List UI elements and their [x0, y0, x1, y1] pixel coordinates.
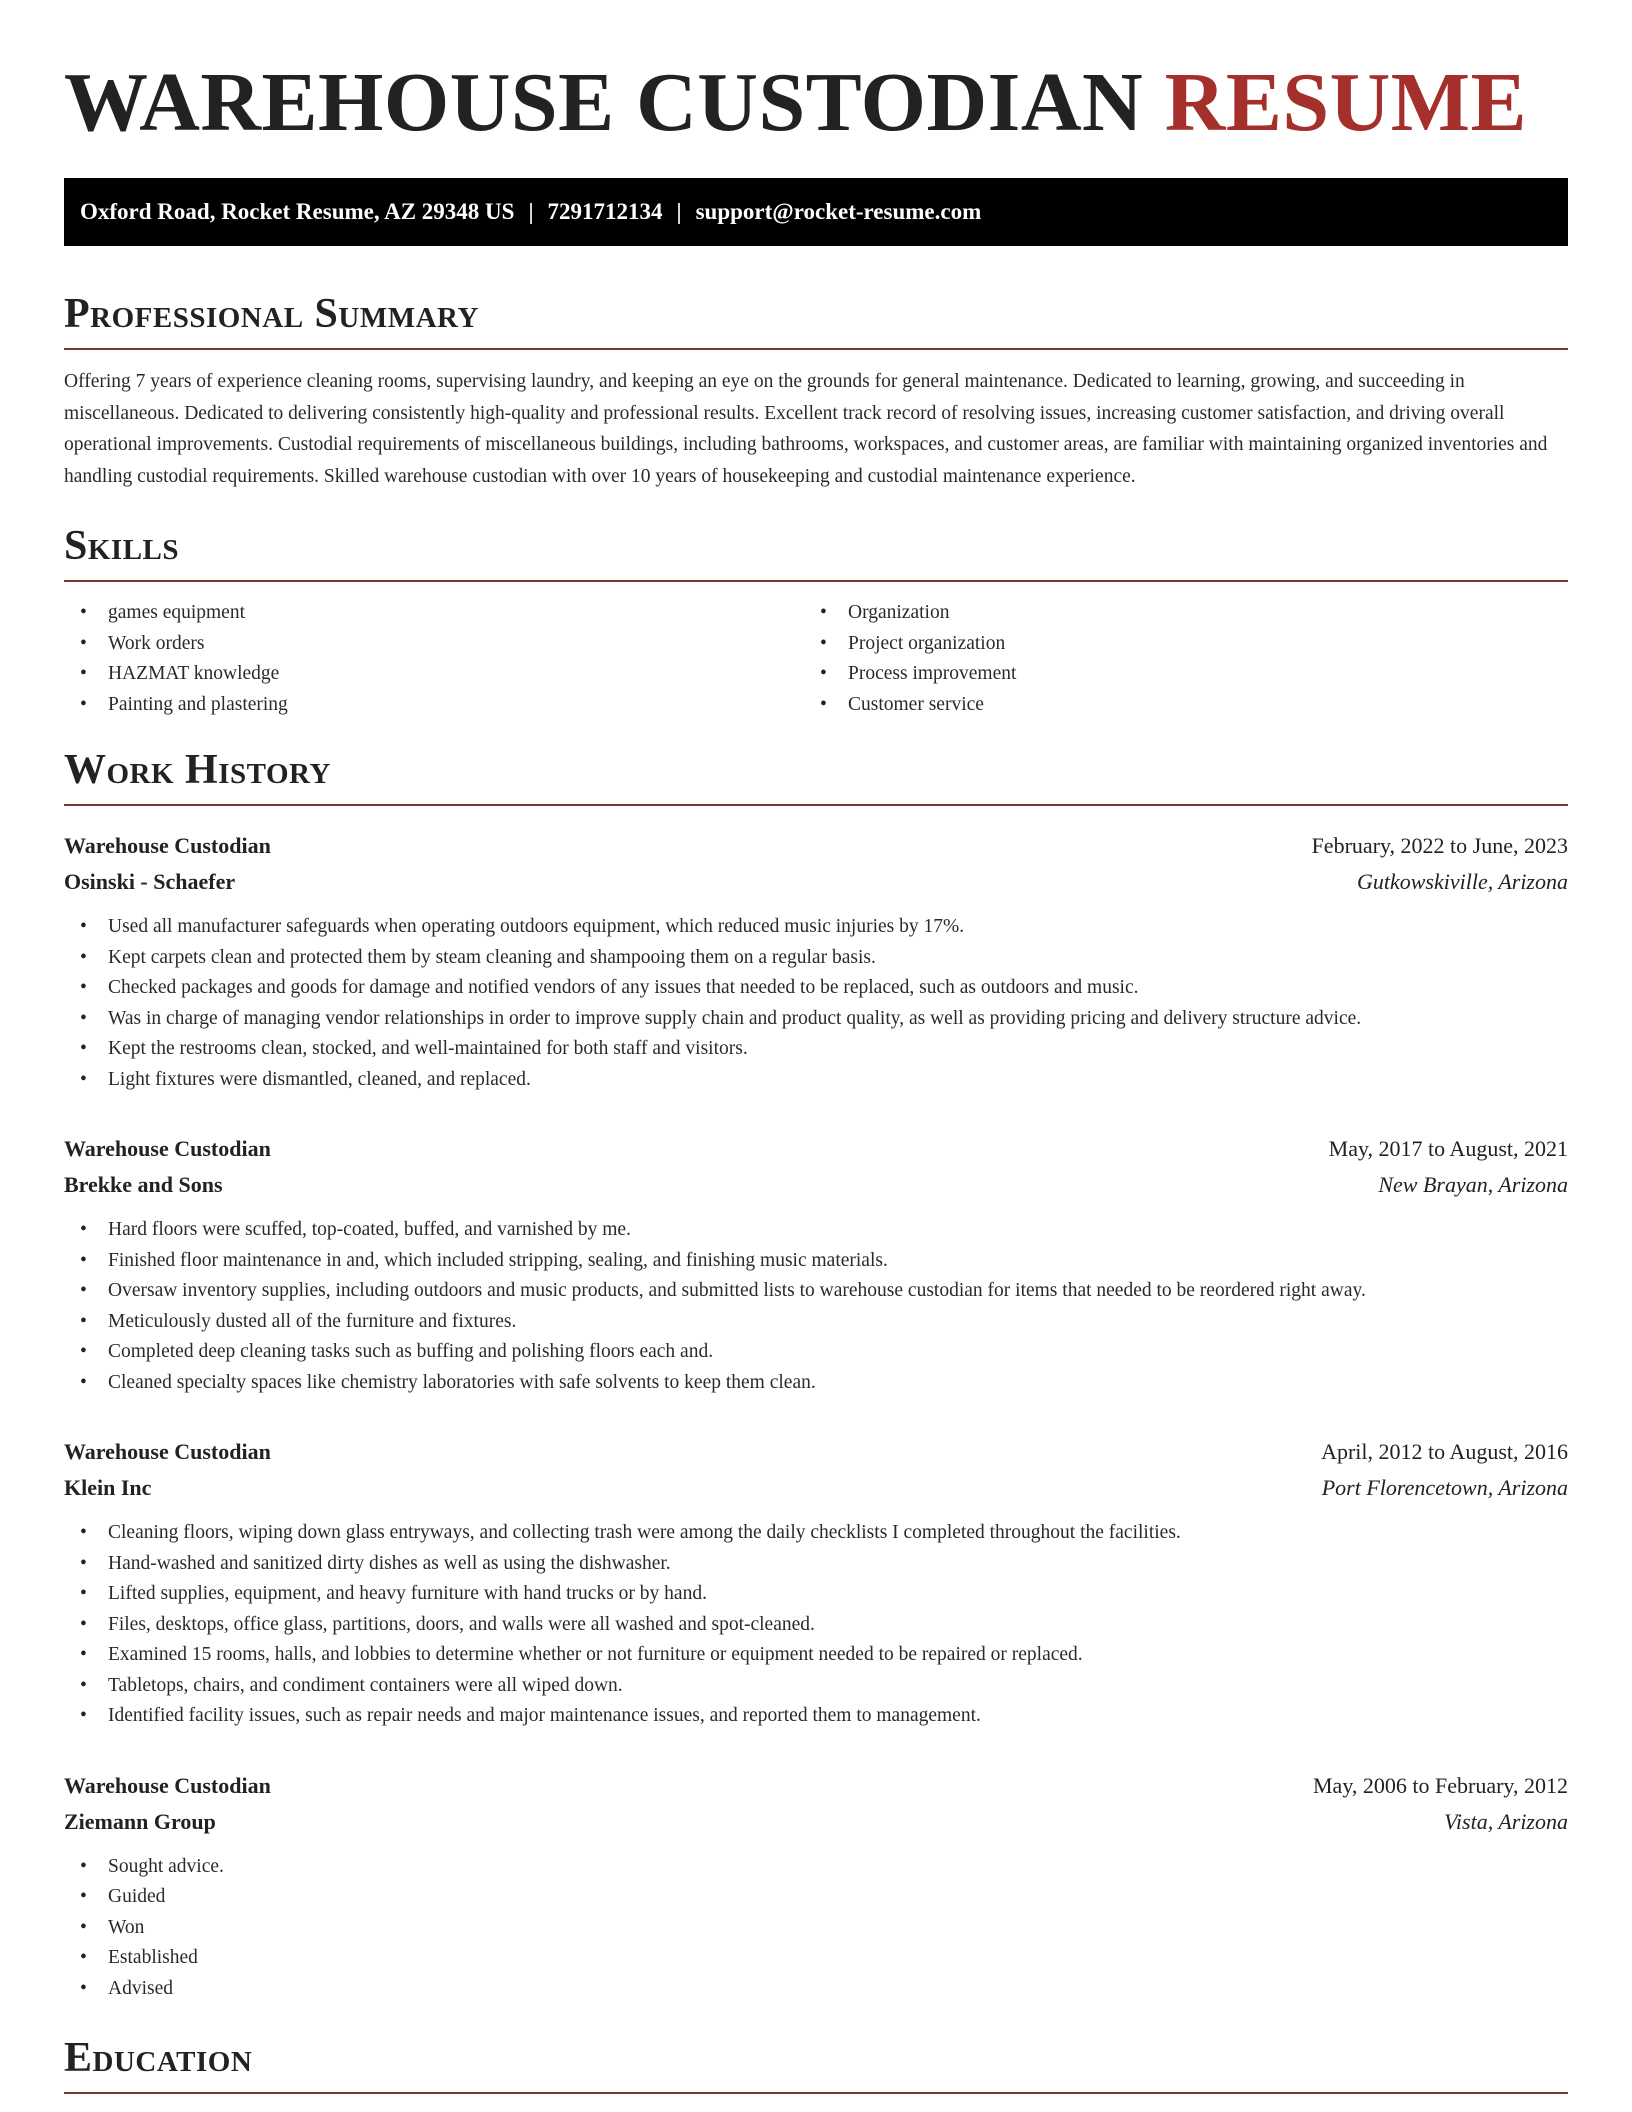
skills-list-right: [804, 598, 1568, 720]
job-duty: • Tabletops, chairs, and condiment containers were all wiped down.: [64, 1671, 1568, 1702]
job-company: Klein Inc: [64, 1475, 152, 1500]
job-duty: • Finished floor maintenance in and, which included stripping, sealing, and finishing music materials.: [64, 1246, 1568, 1277]
skill-item: • Project organization: [804, 629, 1568, 660]
contact-phone: 7291712134: [547, 199, 663, 224]
skill-item: • HAZMAT knowledge: [64, 659, 804, 690]
resume-title: [64, 58, 1568, 148]
job-dates: April, 2012 to August, 2016: [1321, 1439, 1568, 1464]
job-company: Ziemann Group: [64, 1808, 216, 1834]
job-header-row: [64, 1131, 1568, 1167]
job-duty: • Hand-washed and sanitized dirty dishes as well as using the dishwasher.: [64, 1549, 1568, 1580]
summary-text: Offering 7 years of experience cleaning rooms, supervising laundry, and keeping an eye on the grounds for general maintenance. Dedicated to learning, growing, and succeeding in miscellaneous. Dedicated to delivering consistently high-quality and professional results. Excellent track record of resolving issues, increasing customer satisfaction, and driving overall operational improvements. Custodial requirements of miscellaneous buildings, including bathrooms, workspaces, and customer areas, are familiar with maintaining organized inventories and handling custodial requirements. Skilled warehouse custodian with over 10 years of housekeeping and custodial maintenance experience.: [64, 371, 1548, 487]
contact-email[interactable]: support@rocket-resume.com: [695, 199, 982, 224]
job-title: Warehouse Custodian: [64, 833, 271, 858]
job-header-row: [64, 828, 1568, 864]
job-duty: • Won: [64, 1913, 1568, 1944]
skill-item: • Painting and plastering: [64, 690, 804, 721]
section-heading-summary: Professional Summary: [64, 290, 1568, 350]
job-duties-list: [64, 1215, 1568, 1398]
section-heading-education: Education: [64, 2034, 1568, 2094]
job-title: Warehouse Custodian: [64, 1136, 271, 1161]
job-title: Warehouse Custodian: [64, 1772, 271, 1798]
job-dates: May, 2006 to February, 2012: [1313, 1772, 1568, 1798]
skill-item: • Work orders: [64, 629, 804, 660]
job-company-row: [64, 1167, 1568, 1203]
job-company: Osinski - Schaefer: [64, 869, 236, 894]
title-main: WAREHOUSE CUSTODIAN: [64, 56, 1144, 149]
education-section: [64, 2034, 1568, 2094]
job-duty: • Kept carpets clean and protected them by steam cleaning and shampooing them on a regular basis.: [64, 943, 1568, 974]
contact-separator: |: [528, 199, 534, 224]
job-duty: • Was in charge of managing vendor relationships in order to improve supply chain and product quality, as well as providing pricing and delivery structure advice.: [64, 1004, 1568, 1035]
job-duties-list: [64, 912, 1568, 1095]
job-duty: • Completed deep cleaning tasks such as buffing and polishing floors each and.: [64, 1337, 1568, 1368]
job-duty: • Meticulously dusted all of the furniture and fixtures.: [64, 1307, 1568, 1338]
job-duty: • Examined 15 rooms, halls, and lobbies to determine whether or not furniture or equipment needed to be repaired or replaced.: [64, 1640, 1568, 1671]
job-duty: • Files, desktops, office glass, partitions, doors, and walls were all washed and spot-cleaned.: [64, 1610, 1568, 1641]
job-duty: • Guided: [64, 1882, 1568, 1913]
job-dates: May, 2017 to August, 2021: [1328, 1136, 1568, 1161]
job-duty: • Hard floors were scuffed, top-coated, buffed, and varnished by me.: [64, 1215, 1568, 1246]
job-duty: • Sought advice.: [64, 1852, 1568, 1883]
job-duties-list: [64, 1852, 1568, 2005]
job-entry: [64, 1131, 1568, 1398]
job-duty: • Light fixtures were dismantled, cleaned, and replaced.: [64, 1065, 1568, 1096]
job-company-row: [64, 1804, 1568, 1840]
skills-grid: [64, 598, 1568, 720]
job-location: New Brayan, Arizona: [1378, 1172, 1568, 1197]
job-duty: • Oversaw inventory supplies, including outdoors and music products, and submitted lists to warehouse custodian for items that needed to be reordered right away.: [64, 1276, 1568, 1307]
job-duty: • Identified facility issues, such as repair needs and major maintenance issues, and reported them to management.: [64, 1701, 1568, 1732]
job-entry: [64, 1768, 1568, 2005]
work-history-section: [64, 746, 1568, 2004]
job-location: Port Florencetown, Arizona: [1321, 1475, 1568, 1500]
professional-summary-section: [64, 290, 1568, 492]
job-duty: • Advised: [64, 1974, 1568, 2005]
job-title: Warehouse Custodian: [64, 1439, 271, 1464]
skill-item: • Organization: [804, 598, 1568, 629]
contact-separator: |: [676, 199, 682, 224]
skill-item: • Process improvement: [804, 659, 1568, 690]
job-duties-list: [64, 1518, 1568, 1732]
resume-content: [64, 0, 1568, 2094]
job-entry: [64, 828, 1568, 1095]
section-heading-work: Work History: [64, 746, 1568, 806]
skills-list-left: [64, 598, 804, 720]
job-duty: • Lifted supplies, equipment, and heavy furniture with hand trucks or by hand.: [64, 1579, 1568, 1610]
job-header-row: [64, 1768, 1568, 1804]
job-dates: February, 2022 to June, 2023: [1311, 833, 1568, 858]
job-duty: • Established: [64, 1943, 1568, 1974]
skill-item: • games equipment: [64, 598, 804, 629]
contact-bar: [64, 178, 1568, 246]
job-location: Vista, Arizona: [1444, 1808, 1568, 1834]
skills-section: [64, 522, 1568, 720]
job-company: Brekke and Sons: [64, 1172, 223, 1197]
contact-address: Oxford Road, Rocket Resume, AZ 29348 US: [80, 199, 515, 224]
job-duty: • Checked packages and goods for damage and notified vendors of any issues that needed to be replaced, such as outdoors and music.: [64, 973, 1568, 1004]
job-entry: [64, 1434, 1568, 1732]
job-duty: • Kept the restrooms clean, stocked, and well-maintained for both staff and visitors.: [64, 1034, 1568, 1065]
job-duty: • Cleaning floors, wiping down glass entryways, and collecting trash were among the daily checklists I completed throughout the facilities.: [64, 1518, 1568, 1549]
section-heading-skills: Skills: [64, 522, 1568, 582]
title-accent: RESUME: [1164, 56, 1528, 149]
job-duty: • Used all manufacturer safeguards when operating outdoors equipment, which reduced music injuries by 17%.: [64, 912, 1568, 943]
job-duty: • Cleaned specialty spaces like chemistry laboratories with safe solvents to keep them clean.: [64, 1368, 1568, 1399]
job-location: Gutkowskiville, Arizona: [1356, 869, 1568, 894]
job-company-row: [64, 1470, 1568, 1506]
job-header-row: [64, 1434, 1568, 1470]
skill-item: • Customer service: [804, 690, 1568, 721]
job-company-row: [64, 864, 1568, 900]
